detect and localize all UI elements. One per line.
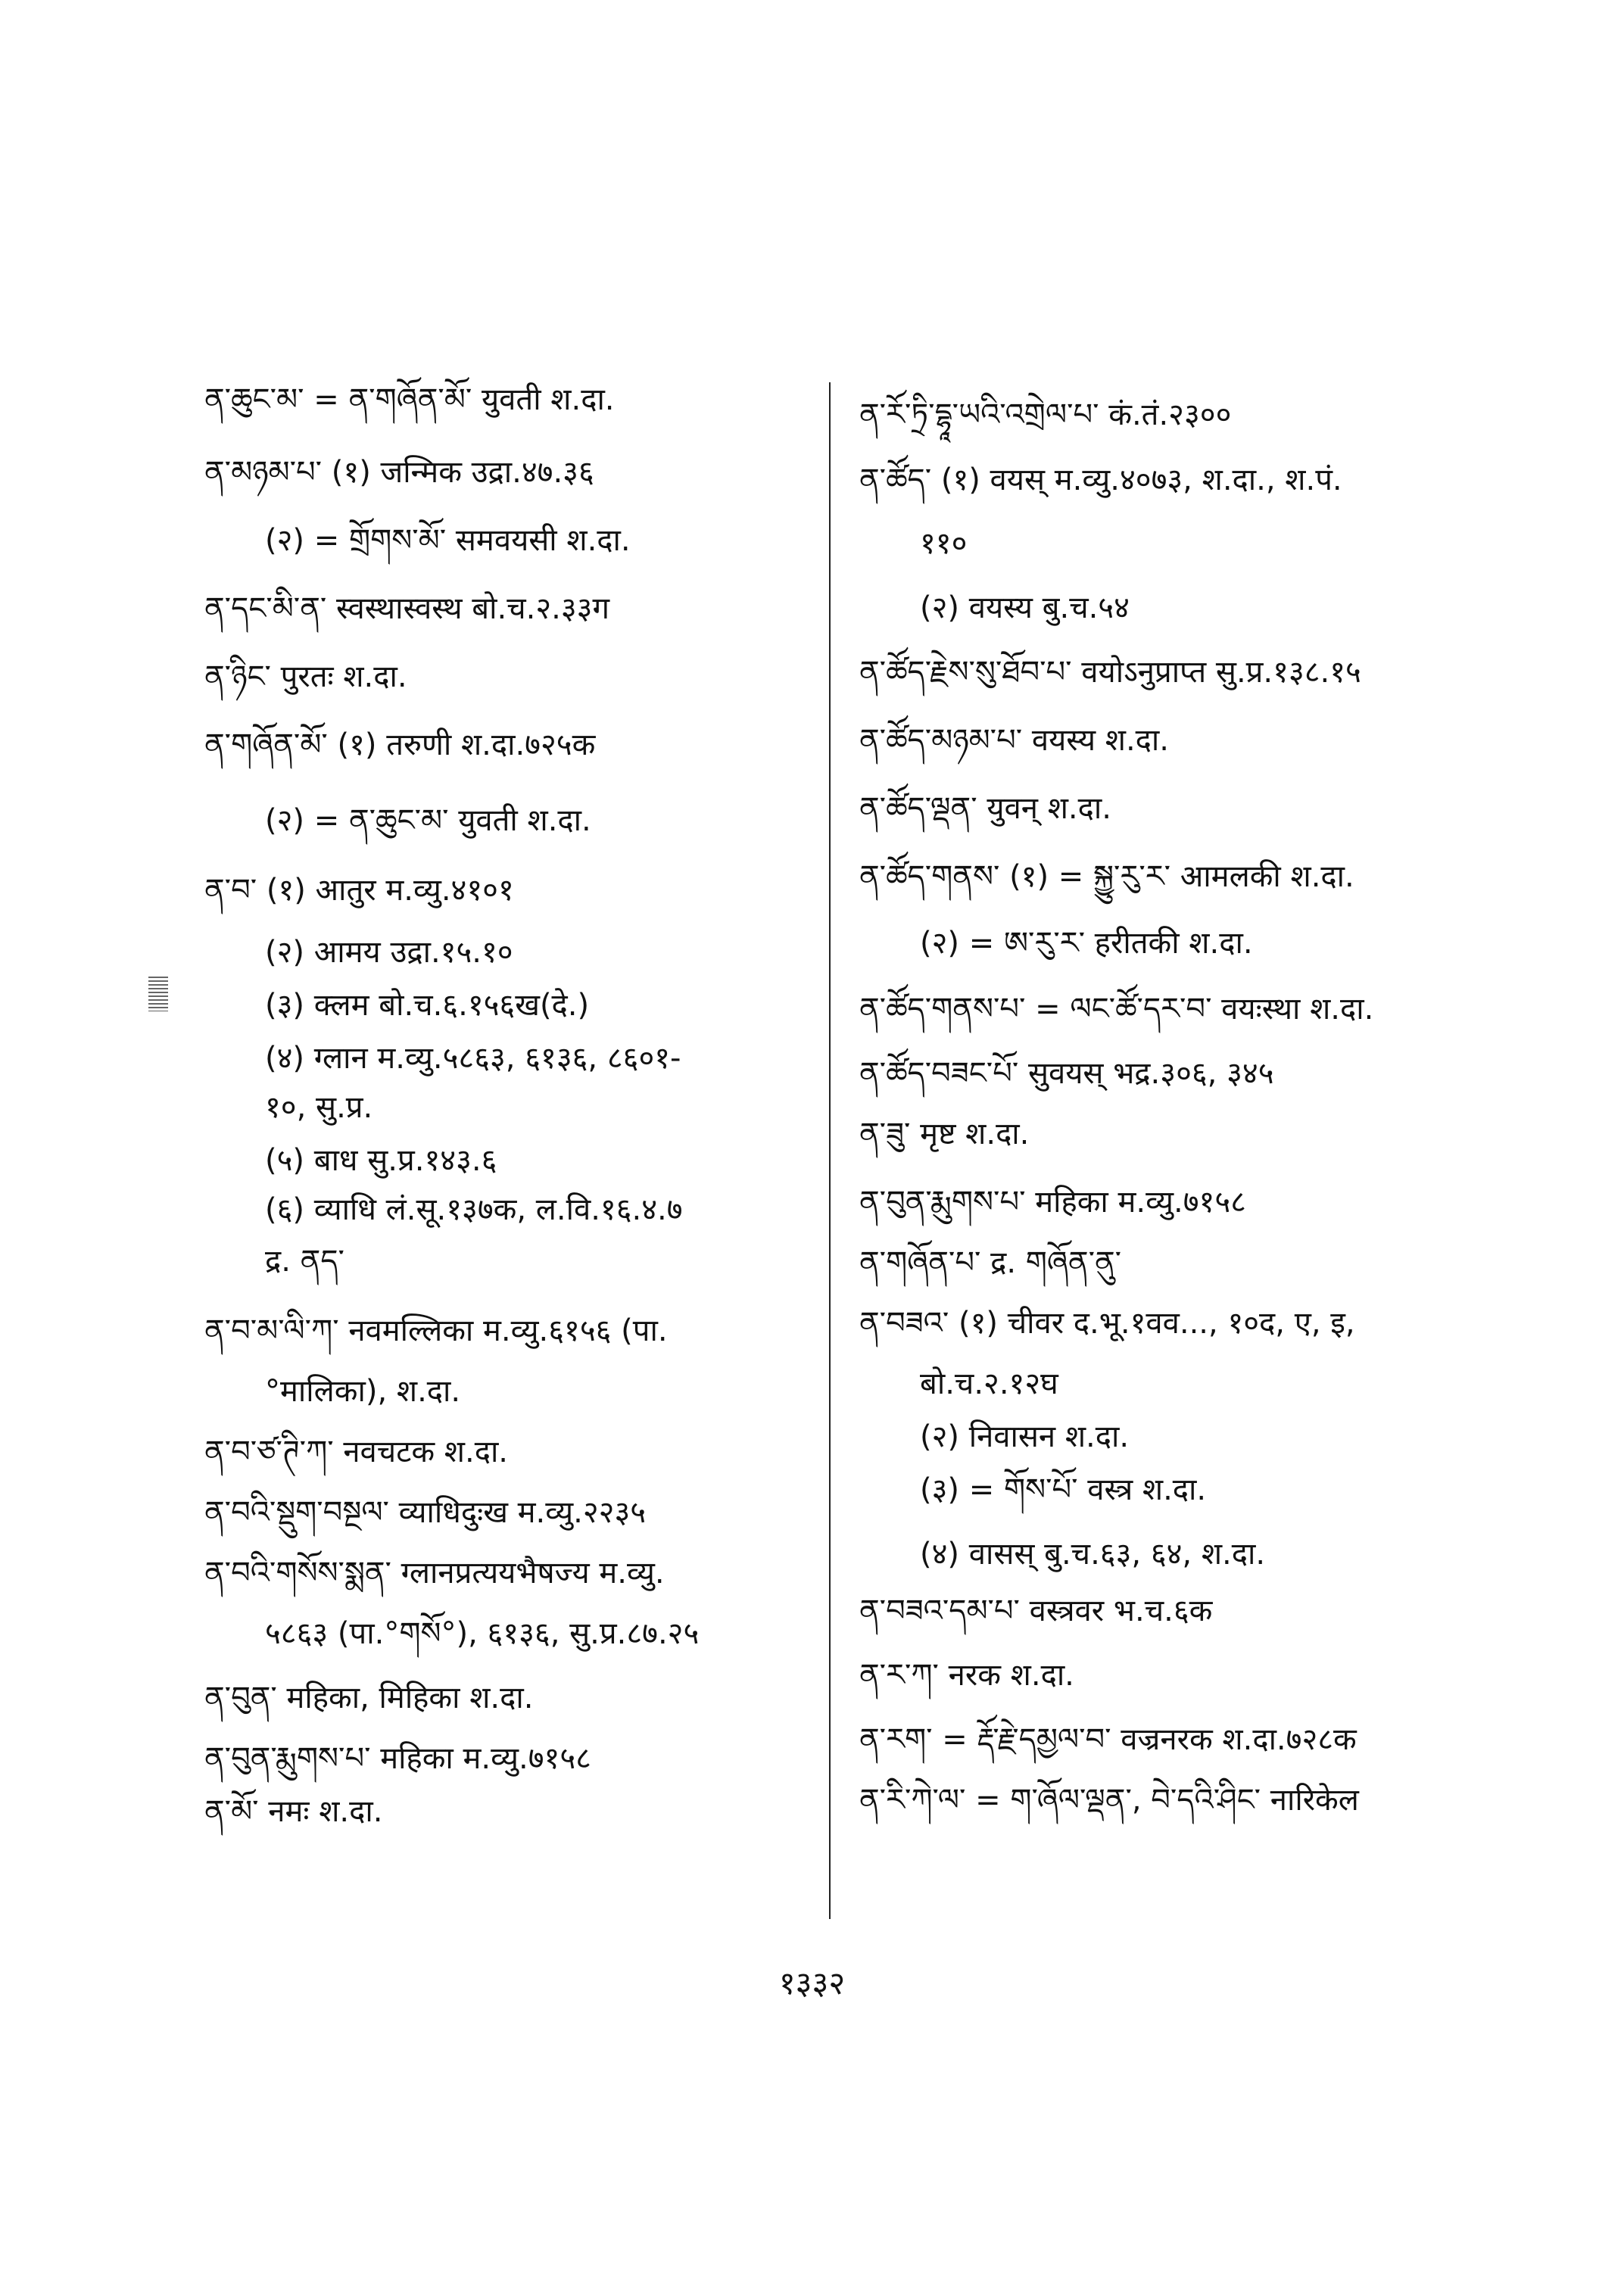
entry: ན་གཞོན་མོ་ (१) तरुणी श.दा.७२५क bbox=[204, 727, 596, 762]
entry: ५८६३ (पा.°གསོ°), ६१३६, सु.प्र.८७.२५ bbox=[265, 1616, 700, 1651]
entry: (२) = གྲོགས་མོ་ समवयसी श.दा. bbox=[265, 523, 631, 558]
entry: (५) बाध सु.प्र.१४३.६ bbox=[265, 1143, 497, 1178]
entry: ན་དང་མི་ན་ स्वस्थास्वस्थ बो.च.२.३३ग bbox=[204, 591, 609, 626]
entry: (२) वयस्य बु.च.५४ bbox=[920, 590, 1130, 625]
entry: बो.च.२.१२घ bbox=[920, 1366, 1058, 1401]
entry: (६) व्याधि लं.सू.१३७क, ल.वि.१६.४.७ bbox=[265, 1192, 683, 1227]
entry: ན་ར་ཀ་ नरक श.दा. bbox=[859, 1658, 1074, 1693]
page-number: १३३२ bbox=[778, 1964, 846, 2002]
entry: ན་ཚོད་ (१) वयस् म.व्यु.४०७३, श.दा., श.पं. bbox=[859, 463, 1342, 497]
entry: ན་ཆུང་མ་ = ན་གཞོན་མོ་ युवती श.दा. bbox=[204, 382, 615, 417]
entry: द्र. ནད་ bbox=[265, 1244, 344, 1279]
entry: ན་མཉམ་པ་ (१) जन्मिक उद्रा.४७.३६ bbox=[204, 455, 594, 490]
entry: ན་བའི་སྡུག་བསྔལ་ व्याधिदुःख म.व्यु.२२३५ bbox=[204, 1495, 647, 1530]
entry: ན་ཚོད་གནས་ (१) = སྐྱུ་རུ་ར་ आमलकी श.दा. bbox=[859, 859, 1354, 894]
entry: ན་ཟུ་ मृष्ट श.दा. bbox=[859, 1117, 1030, 1151]
entry: (२) आमय उद्रा.१५.१० bbox=[265, 935, 513, 970]
column-divider bbox=[829, 382, 831, 1919]
entry: °मालिका), श.दा. bbox=[265, 1374, 461, 1409]
entry: ན་བ་ཙ་ཊི་ཀ་ नवचटक श.दा. bbox=[204, 1435, 509, 1469]
entry: (३) क्लम बो.च.६.१५६ख(दे.) bbox=[265, 988, 590, 1023]
entry: १०, सु.प्र. bbox=[265, 1090, 373, 1125]
entry: ན་རོ་ཏྲི་དྷཱ་ཡའི་འགྲེལ་པ་ कं.तं.२३०० bbox=[859, 397, 1232, 432]
entry: ན་ཚོད་བཟང་པོ་ सुवयस् भद्र.३०६, ३४५ bbox=[859, 1056, 1274, 1091]
entry: ན་ཚོད་གནས་པ་ = ལང་ཚོ་དར་བ་ वयःस्था श.दा. bbox=[859, 992, 1374, 1027]
entry: ན་བའི་གསོས་སྨན་ ग्लानप्रत्ययभैषज्य म.व्यु. bbox=[204, 1556, 665, 1590]
entry: (२) = ན་ཆུང་མ་ युवती श.दा. bbox=[265, 803, 591, 838]
entry: ན་བུན་རྨུགས་པ་ महिका म.व्यु.७१५८ bbox=[859, 1185, 1246, 1220]
entry: ན་བ་ (१) आतुर म.व्यु.४१०१ bbox=[204, 873, 514, 908]
entry: (४) वासस् बु.च.६३, ६४, श.दा. bbox=[920, 1537, 1266, 1572]
entry: ན་མོ་ नमः श.दा. bbox=[204, 1794, 383, 1829]
scan-mark bbox=[148, 977, 168, 1011]
entry: ན་བཟའ་ (१) चीवर द.भू.१वव..., १०द, ए, इ, bbox=[859, 1306, 1355, 1341]
entry: ན་ཚོད་ལྡན་ युवन् श.दा. bbox=[859, 791, 1111, 826]
entry: ན་ཉིང་ पुरतः श.दा. bbox=[204, 659, 407, 694]
entry: ན་བཟའ་དམ་པ་ वस्त्रवर भ.च.६क bbox=[859, 1594, 1213, 1628]
entry: (२) निवासन श.दा. bbox=[920, 1419, 1130, 1454]
entry: ན་རག་ = རྡོ་རྗེ་དམྱལ་བ་ वज्रनरक श.दा.७२८क bbox=[859, 1722, 1357, 1757]
entry: (४) ग्लान म.व्यु.५८६३, ६१३६, ८६०१- bbox=[265, 1041, 681, 1076]
entry: ११० bbox=[920, 526, 968, 561]
entry: (३) = གོས་པོ་ वस्त्र श.दा. bbox=[920, 1472, 1207, 1507]
entry: ན་རི་ཀེ་ལ་ = ག་ཞོལ་ལྡན་, བེ་དའི་ཤིང་ नारिकेल bbox=[859, 1783, 1359, 1818]
entry: ན་ཚོད་མཉམ་པ་ वयस्य श.दा. bbox=[859, 723, 1169, 758]
entry: ན་གཞོན་པ་ द्र. གཞོན་ནུ་ bbox=[859, 1245, 1122, 1280]
entry: (२) = ཨ་རུ་ར་ हरीतकी श.दा. bbox=[920, 926, 1253, 961]
entry: ན་བུན་རྨུགས་པ་ महिका म.व्यु.७१५८ bbox=[204, 1741, 591, 1776]
entry: ན་བུན་ महिका, मिहिका श.दा. bbox=[204, 1681, 534, 1715]
entry: ན་བ་མ་ལི་ཀ་ नवमल्लिका म.व्यु.६१५६ (पा. bbox=[204, 1313, 668, 1348]
entry: ན་ཚོད་རྗེས་སུ་ཐོབ་པ་ वयोऽनुप्राप्त सु.प्र.१३८.१५ bbox=[859, 655, 1361, 690]
